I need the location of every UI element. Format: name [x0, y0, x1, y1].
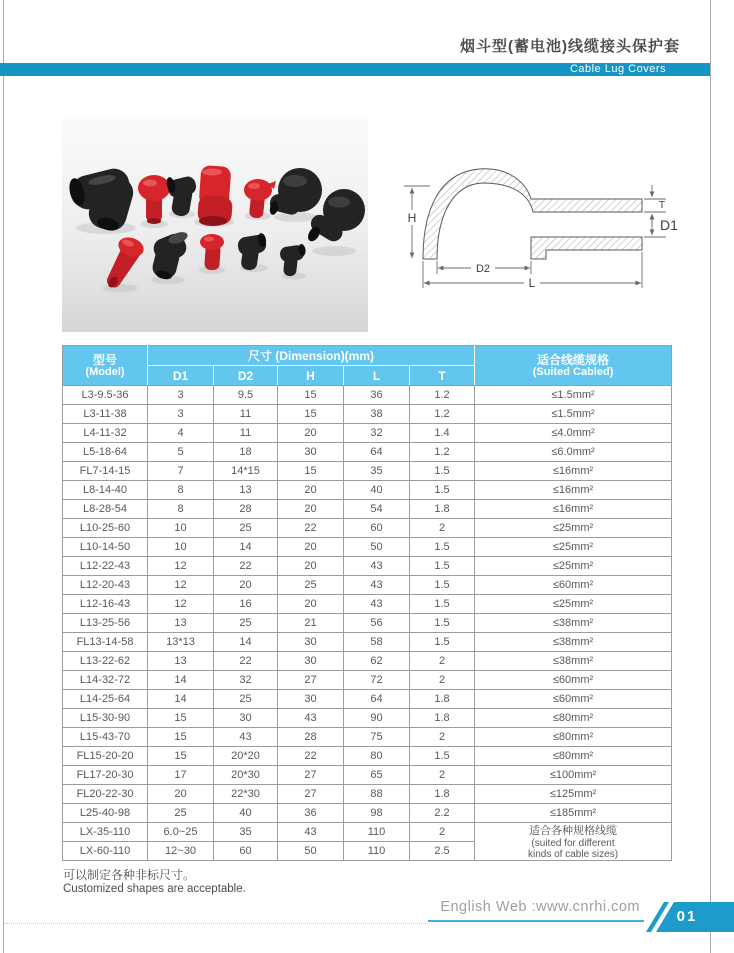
value-cell: 9.5	[214, 386, 278, 405]
suited-note-en: kinds of cable sizes)	[528, 848, 619, 860]
value-cell: 30	[214, 709, 278, 728]
dim-label-l: L	[528, 276, 536, 290]
value-cell: 32	[214, 671, 278, 690]
value-cell: 20*20	[214, 747, 278, 766]
value-cell: 60	[214, 842, 278, 861]
value-cell: 40	[344, 481, 410, 500]
value-cell: 20	[278, 595, 344, 614]
value-cell: 22	[278, 747, 344, 766]
header-h: H	[278, 366, 344, 386]
suited-cell: ≤100mm²	[475, 766, 672, 785]
value-cell: 110	[344, 823, 410, 842]
suited-cell: ≤16mm²	[475, 462, 672, 481]
table-row	[63, 747, 672, 766]
table-row	[63, 633, 672, 652]
value-cell: 27	[278, 766, 344, 785]
value-cell: 60	[344, 519, 410, 538]
value-cell: 1.5	[410, 462, 475, 481]
table-row	[63, 595, 672, 614]
value-cell: 16	[214, 595, 278, 614]
value-cell: 15	[148, 728, 214, 747]
value-cell: 110	[344, 842, 410, 861]
dim-label-h: H	[407, 211, 417, 225]
value-cell: 35	[344, 462, 410, 481]
value-cell: 18	[214, 443, 278, 462]
value-cell: 2	[410, 728, 475, 747]
value-cell: 35	[214, 823, 278, 842]
value-cell: 20	[278, 557, 344, 576]
value-cell: 38	[344, 405, 410, 424]
value-cell: 1.8	[410, 500, 475, 519]
table-row	[63, 500, 672, 519]
table-row	[63, 690, 672, 709]
value-cell: 72	[344, 671, 410, 690]
suited-note-zh: 适合各种规格线缆	[529, 824, 618, 837]
model-cell: L15-30-90	[63, 709, 148, 728]
value-cell: 64	[344, 690, 410, 709]
spec-table	[62, 345, 672, 861]
value-cell: 15	[278, 405, 344, 424]
model-cell: L10-14-50	[63, 538, 148, 557]
product-photo	[62, 118, 368, 332]
value-cell: 15	[148, 709, 214, 728]
table-row	[63, 576, 672, 595]
value-cell: 1.5	[410, 614, 475, 633]
model-cell: L12-22-43	[63, 557, 148, 576]
model-cell: L8-14-40	[63, 481, 148, 500]
value-cell: 22	[214, 652, 278, 671]
value-cell: 10	[148, 538, 214, 557]
value-cell: 98	[344, 804, 410, 823]
value-cell: 13	[148, 652, 214, 671]
value-cell: 1.2	[410, 386, 475, 405]
value-cell: 27	[278, 785, 344, 804]
table-row	[63, 614, 672, 633]
model-cell: FL7-14-15	[63, 462, 148, 481]
custom-note	[63, 868, 246, 896]
value-cell: 3	[148, 386, 214, 405]
model-cell: LX-35-110	[63, 823, 148, 842]
value-cell: 65	[344, 766, 410, 785]
suited-cell: ≤38mm²	[475, 652, 672, 671]
table-row	[63, 804, 672, 823]
suited-cell: ≤25mm²	[475, 557, 672, 576]
table-row	[63, 709, 672, 728]
page-number-box	[640, 900, 734, 933]
value-cell: 1.5	[410, 481, 475, 500]
value-cell: 13	[148, 614, 214, 633]
value-cell: 27	[278, 671, 344, 690]
value-cell: 21	[278, 614, 344, 633]
suited-cell: ≤185mm²	[475, 804, 672, 823]
suited-cell: ≤80mm²	[475, 747, 672, 766]
header-t: T	[410, 366, 475, 386]
value-cell: 20*30	[214, 766, 278, 785]
value-cell: 2.5	[410, 842, 475, 861]
model-cell: L4-11-32	[63, 424, 148, 443]
value-cell: 14	[214, 538, 278, 557]
model-cell: LX-60-110	[63, 842, 148, 861]
model-cell: FL15-20-20	[63, 747, 148, 766]
spec-table-body	[63, 386, 672, 861]
header-suited-en: (Suited Cabled)	[532, 365, 614, 378]
table-row	[63, 538, 672, 557]
table-row	[63, 823, 672, 842]
suited-cell: ≤1.5mm²	[475, 405, 672, 424]
value-cell: 20	[278, 538, 344, 557]
model-cell: L14-25-64	[63, 690, 148, 709]
value-cell: 2	[410, 519, 475, 538]
model-cell: L13-25-56	[63, 614, 148, 633]
suited-cell: ≤80mm²	[475, 728, 672, 747]
suited-cell: ≤38mm²	[475, 633, 672, 652]
custom-note-zh: 可以制定各种非标尺寸。	[63, 868, 196, 882]
value-cell: 50	[278, 842, 344, 861]
value-cell: 1.5	[410, 557, 475, 576]
suited-cell: ≤25mm²	[475, 538, 672, 557]
value-cell: 2	[410, 823, 475, 842]
value-cell: 22	[214, 557, 278, 576]
suited-cell: ≤80mm²	[475, 709, 672, 728]
header-d1: D1	[148, 366, 214, 386]
value-cell: 1.2	[410, 443, 475, 462]
value-cell: 25	[214, 519, 278, 538]
model-cell: L3-11-38	[63, 405, 148, 424]
header-suited	[475, 346, 672, 386]
header-suited-zh: 适合线缆规格	[537, 352, 610, 367]
value-cell: 1.8	[410, 690, 475, 709]
value-cell: 14	[214, 633, 278, 652]
table-row	[63, 671, 672, 690]
header-model-zh: 型号	[92, 352, 117, 367]
model-cell: L14-32-72	[63, 671, 148, 690]
value-cell: 30	[278, 690, 344, 709]
value-cell: 2	[410, 671, 475, 690]
section-banner: Cable Lug Covers	[0, 63, 710, 76]
value-cell: 50	[344, 538, 410, 557]
value-cell: 1.5	[410, 747, 475, 766]
table-row	[63, 481, 672, 500]
suited-cell: ≤60mm²	[475, 690, 672, 709]
value-cell: 8	[148, 481, 214, 500]
page-number: 01	[676, 908, 698, 925]
suited-cell: ≤60mm²	[475, 671, 672, 690]
suited-cell: ≤38mm²	[475, 614, 672, 633]
suited-cell: ≤6.0mm²	[475, 443, 672, 462]
dimension-diagram	[390, 142, 690, 302]
value-cell: 11	[214, 405, 278, 424]
header-dimension: 尺寸 (Dimension)(mm)	[148, 346, 475, 366]
website-label: English Web :www.cnrhi.com	[440, 899, 640, 915]
model-cell: FL20-22-30	[63, 785, 148, 804]
suited-cell: ≤60mm²	[475, 576, 672, 595]
model-cell: L5-18-64	[63, 443, 148, 462]
value-cell: 1.4	[410, 424, 475, 443]
table-row	[63, 557, 672, 576]
value-cell: 12	[148, 557, 214, 576]
table-row	[63, 424, 672, 443]
value-cell: 17	[148, 766, 214, 785]
table-row	[63, 766, 672, 785]
header-d2: D2	[214, 366, 278, 386]
value-cell: 6.0~25	[148, 823, 214, 842]
value-cell: 43	[278, 709, 344, 728]
value-cell: 1.8	[410, 709, 475, 728]
spec-table-header	[63, 346, 672, 386]
value-cell: 32	[344, 424, 410, 443]
value-cell: 36	[344, 386, 410, 405]
value-cell: 28	[278, 728, 344, 747]
dim-label-d1: D1	[660, 217, 678, 233]
suited-cell: ≤16mm²	[475, 500, 672, 519]
value-cell: 15	[148, 747, 214, 766]
table-row	[63, 462, 672, 481]
model-cell: L3-9.5-36	[63, 386, 148, 405]
table-row	[63, 652, 672, 671]
value-cell: 56	[344, 614, 410, 633]
value-cell: 22	[278, 519, 344, 538]
value-cell: 14*15	[214, 462, 278, 481]
table-row	[63, 785, 672, 804]
value-cell: 43	[344, 576, 410, 595]
value-cell: 25	[214, 690, 278, 709]
suited-cell: ≤25mm²	[475, 595, 672, 614]
value-cell: 12	[148, 595, 214, 614]
value-cell: 14	[148, 690, 214, 709]
value-cell: 43	[344, 557, 410, 576]
model-cell: L12-16-43	[63, 595, 148, 614]
value-cell: 7	[148, 462, 214, 481]
suited-cell: ≤125mm²	[475, 785, 672, 804]
model-cell: L12-20-43	[63, 576, 148, 595]
value-cell: 75	[344, 728, 410, 747]
value-cell: 40	[214, 804, 278, 823]
page-title: 烟斗型(蓄电池)线缆接头保护套	[460, 38, 680, 55]
value-cell: 1.5	[410, 538, 475, 557]
suited-cell: ≤16mm²	[475, 481, 672, 500]
model-cell: L13-22-62	[63, 652, 148, 671]
custom-note-en: Customized shapes are acceptable.	[63, 883, 246, 895]
value-cell: 1.5	[410, 633, 475, 652]
footer-dotted-rule	[4, 923, 428, 924]
value-cell: 8	[148, 500, 214, 519]
value-cell: 12	[148, 576, 214, 595]
model-cell: FL17-20-30	[63, 766, 148, 785]
value-cell: 30	[278, 443, 344, 462]
table-row	[63, 405, 672, 424]
value-cell: 4	[148, 424, 214, 443]
value-cell: 43	[278, 823, 344, 842]
dim-label-t: T	[658, 199, 666, 211]
value-cell: 25	[214, 614, 278, 633]
value-cell: 11	[214, 424, 278, 443]
suited-cell: ≤25mm²	[475, 519, 672, 538]
model-cell: L10-25-60	[63, 519, 148, 538]
value-cell: 3	[148, 405, 214, 424]
value-cell: 80	[344, 747, 410, 766]
value-cell: 1.5	[410, 576, 475, 595]
value-cell: 30	[278, 652, 344, 671]
value-cell: 20	[278, 424, 344, 443]
value-cell: 62	[344, 652, 410, 671]
value-cell: 15	[278, 386, 344, 405]
value-cell: 25	[278, 576, 344, 595]
value-cell: 15	[278, 462, 344, 481]
value-cell: 25	[148, 804, 214, 823]
value-cell: 88	[344, 785, 410, 804]
dim-label-d2: D2	[475, 263, 491, 275]
table-row	[63, 728, 672, 747]
value-cell: 2	[410, 766, 475, 785]
value-cell: 36	[278, 804, 344, 823]
table-row	[63, 519, 672, 538]
value-cell: 64	[344, 443, 410, 462]
value-cell: 10	[148, 519, 214, 538]
footer-accent-rule	[428, 920, 644, 922]
left-margin-rule	[3, 0, 4, 953]
cover-cross-section-bottom-wall	[531, 237, 642, 259]
table-row	[63, 443, 672, 462]
value-cell: 13	[214, 481, 278, 500]
value-cell: 13*13	[148, 633, 214, 652]
value-cell: 2.2	[410, 804, 475, 823]
suited-cell: ≤4.0mm²	[475, 424, 672, 443]
header-model	[63, 346, 148, 386]
value-cell: 58	[344, 633, 410, 652]
value-cell: 12~30	[148, 842, 214, 861]
value-cell: 28	[214, 500, 278, 519]
table-row	[63, 386, 672, 405]
model-cell: FL13-14-58	[63, 633, 148, 652]
value-cell: 14	[148, 671, 214, 690]
value-cell: 43	[344, 595, 410, 614]
model-cell: L25-40-98	[63, 804, 148, 823]
value-cell: 20	[148, 785, 214, 804]
cover-red-boot-large	[197, 165, 233, 226]
value-cell: 2	[410, 652, 475, 671]
model-cell: L8-28-54	[63, 500, 148, 519]
value-cell: 43	[214, 728, 278, 747]
value-cell: 22*30	[214, 785, 278, 804]
header-model-en: (Model)	[85, 365, 125, 378]
value-cell: 54	[344, 500, 410, 519]
value-cell: 5	[148, 443, 214, 462]
value-cell: 20	[278, 500, 344, 519]
value-cell: 20	[214, 576, 278, 595]
value-cell: 1.8	[410, 785, 475, 804]
value-cell: 1.5	[410, 595, 475, 614]
model-cell: L15-43-70	[63, 728, 148, 747]
suited-cell: ≤1.5mm²	[475, 386, 672, 405]
value-cell: 1.2	[410, 405, 475, 424]
value-cell: 20	[278, 481, 344, 500]
header-l: L	[344, 366, 410, 386]
suited-merged-cell	[475, 823, 672, 861]
suited-note-en: (suited for different	[531, 837, 615, 849]
right-margin-rule	[710, 0, 711, 953]
value-cell: 30	[278, 633, 344, 652]
value-cell: 90	[344, 709, 410, 728]
